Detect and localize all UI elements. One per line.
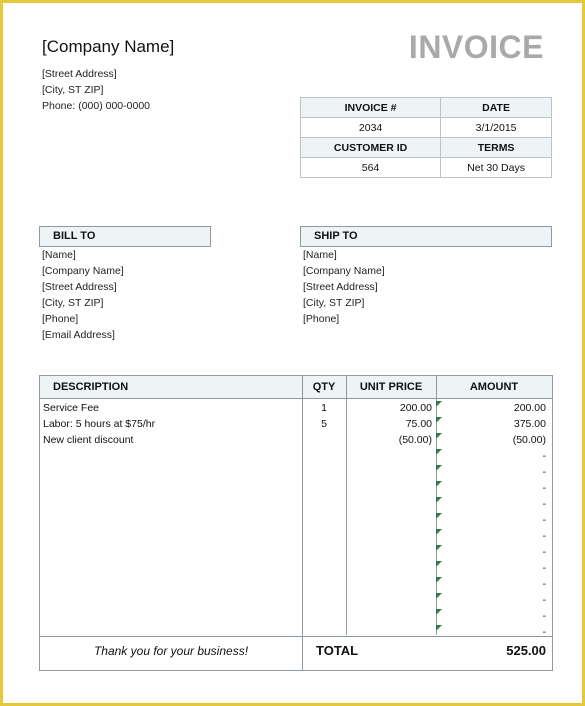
total-label: TOTAL — [316, 643, 359, 658]
item-amount: 200.00 — [513, 402, 546, 414]
invoice-title: INVOICE — [408, 29, 544, 65]
item-amount: - — [542, 450, 546, 462]
bill-to-email: [Email Address] — [42, 329, 115, 341]
total-value: 525.00 — [506, 643, 546, 658]
amount-header: AMOUNT — [469, 381, 519, 393]
item-amount: - — [542, 546, 546, 558]
item-amount: 375.00 — [513, 418, 546, 430]
item-amount: - — [542, 514, 546, 526]
invoice-meta-table — [300, 97, 552, 178]
item-qty: 1 — [321, 402, 327, 414]
cell-marker-icon — [436, 529, 442, 535]
item-amount: - — [542, 610, 546, 622]
cell-marker-icon — [436, 545, 442, 551]
ship-to-company: [Company Name] — [303, 265, 385, 277]
table-row — [40, 624, 552, 640]
table-row — [40, 544, 552, 560]
item-amount: - — [542, 498, 546, 510]
ship-to-name: [Name] — [303, 249, 337, 261]
cell-marker-icon — [436, 513, 442, 519]
ship-to-block — [303, 249, 385, 329]
item-qty: 5 — [321, 418, 327, 430]
bill-to-city: [City, ST ZIP] — [42, 297, 104, 309]
item-amount: - — [542, 482, 546, 494]
company-name: [Company Name] — [42, 37, 175, 56]
ship-to-phone: [Phone] — [303, 313, 340, 325]
cell-marker-icon — [436, 497, 442, 503]
item-amount: - — [542, 626, 546, 638]
table-row — [40, 592, 552, 608]
terms-label: TERMS — [441, 138, 552, 158]
item-amount: (50.00) — [512, 434, 546, 446]
cell-marker-icon — [436, 449, 442, 455]
item-description: New client discount — [43, 434, 134, 446]
table-row — [40, 432, 552, 448]
item-description: Labor: 5 hours at $75/hr — [43, 418, 156, 430]
qty-header: QTY — [312, 381, 336, 393]
cell-marker-icon — [436, 465, 442, 471]
bill-to-block — [42, 249, 124, 345]
item-amount: - — [542, 594, 546, 606]
bill-to-phone: [Phone] — [42, 313, 79, 325]
table-row — [40, 528, 552, 544]
footer-divider — [40, 636, 552, 637]
table-row — [40, 400, 552, 416]
table-row — [40, 512, 552, 528]
terms-value: Net 30 Days — [441, 158, 552, 178]
cell-marker-icon — [436, 561, 442, 567]
thank-you-message: Thank you for your business! — [93, 644, 249, 658]
items-header-row — [40, 376, 552, 399]
table-row — [40, 480, 552, 496]
bill-to-header: BILL TO — [39, 226, 211, 247]
description-header: DESCRIPTION — [53, 381, 129, 393]
cell-marker-icon — [436, 609, 442, 615]
item-amount: - — [542, 562, 546, 574]
item-amount: - — [542, 466, 546, 478]
item-unit-price: 200.00 — [399, 402, 432, 414]
bill-to-street: [Street Address] — [42, 281, 117, 293]
cell-marker-icon — [436, 433, 442, 439]
cell-marker-icon — [436, 417, 442, 423]
table-row — [40, 448, 552, 464]
table-row — [40, 608, 552, 624]
item-amount: - — [542, 530, 546, 542]
company-street: [Street Address] — [42, 68, 117, 80]
invoice-number-value: 2034 — [301, 118, 441, 138]
table-row — [40, 464, 552, 480]
table-row — [40, 496, 552, 512]
items-table — [39, 375, 553, 671]
table-row — [40, 576, 552, 592]
bill-to-name: [Name] — [42, 249, 76, 261]
cell-marker-icon — [436, 625, 442, 631]
cell-marker-icon — [436, 481, 442, 487]
company-city: [City, ST ZIP] — [42, 84, 104, 96]
ship-to-city: [City, ST ZIP] — [303, 297, 365, 309]
unit-price-header: UNIT PRICE — [359, 381, 423, 393]
item-unit-price: 75.00 — [405, 418, 432, 430]
cell-marker-icon — [436, 593, 442, 599]
cell-marker-icon — [436, 577, 442, 583]
table-row — [40, 560, 552, 576]
ship-to-header: SHIP TO — [300, 226, 552, 247]
item-amount: - — [542, 578, 546, 590]
company-phone: Phone: (000) 000-0000 — [42, 100, 150, 112]
ship-to-street: [Street Address] — [303, 281, 378, 293]
date-label: DATE — [441, 98, 552, 118]
cell-marker-icon — [436, 401, 442, 407]
item-unit-price: (50.00) — [398, 434, 432, 446]
item-description: Service Fee — [43, 402, 100, 414]
customer-id-value: 564 — [301, 158, 441, 178]
invoice-number-label: INVOICE # — [301, 98, 441, 118]
date-value: 3/1/2015 — [441, 118, 552, 138]
bill-to-company: [Company Name] — [42, 265, 124, 277]
customer-id-label: CUSTOMER ID — [301, 138, 441, 158]
table-row — [40, 416, 552, 432]
